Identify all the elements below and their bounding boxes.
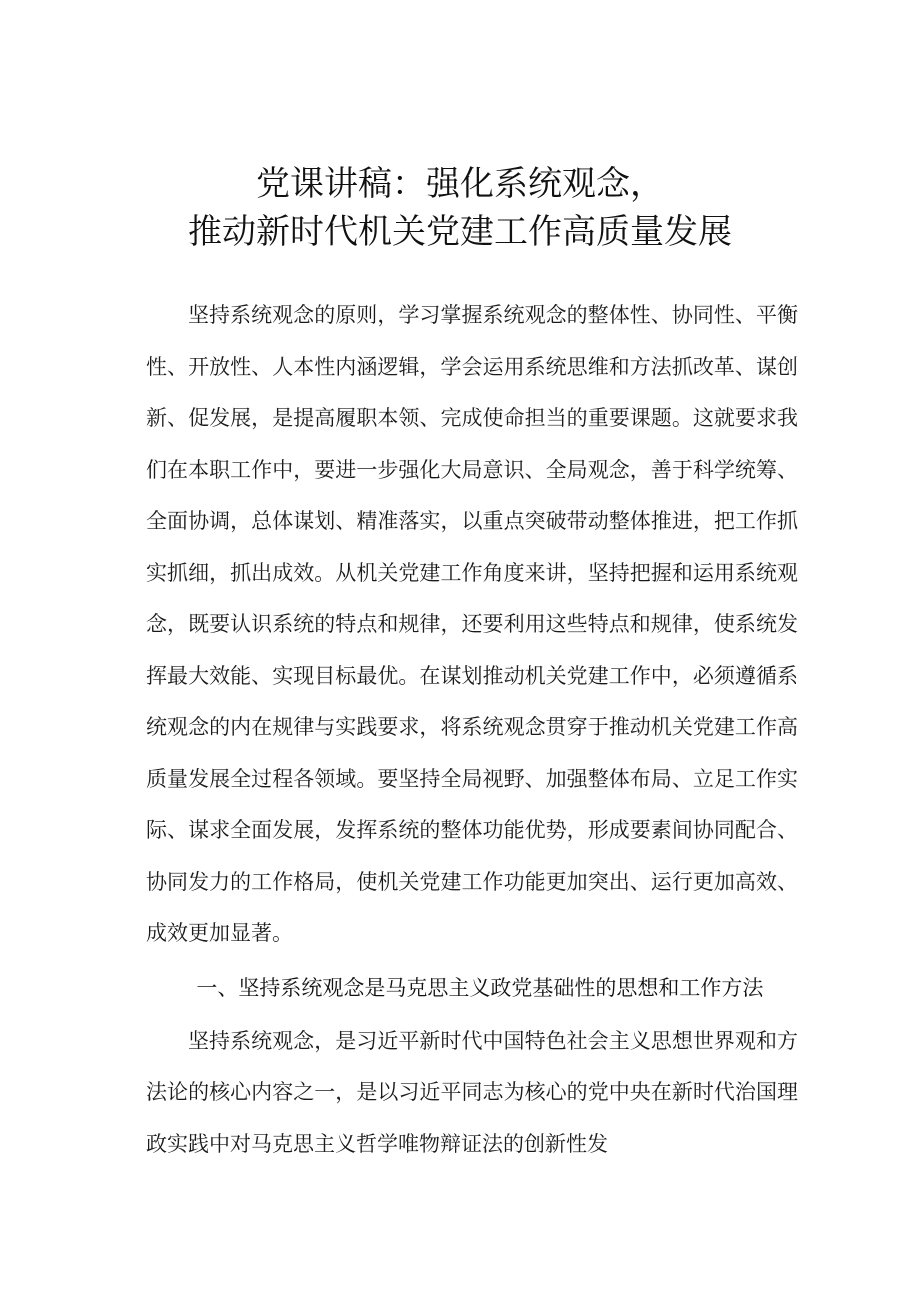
title-line-2: 推动新时代机关党建工作高质量发展 [188,212,732,252]
title-line-1: 党课讲稿：强化系统观念， [256,164,664,204]
document-body [146,290,798,1170]
section-heading-1: 一、坚持系统观念是马克思主义政党基础性的思想和工作方法 [196,975,764,1000]
document-title [0,160,920,256]
section-1-paragraph: 坚持系统观念，是习近平新时代中国特色社会主义思想世界观和方法论的核心内容之一，是以习近平同志为核心的党中央在新时代治国理政实践中对马克思主义哲学唯物辩证法的创新性发 [146,1028,798,1156]
intro-paragraph: 坚持系统观念的原则，学习掌握系统观念的整体性、协同性、平衡性、开放性、人本性内涵逻辑，学会运用系统思维和方法抓改革、谋创新、促发展，是提高履职本领、完成使命担当的重要课题。这就要求我们在本职工作中，要进一步强化大局意识、全局观念，善于科学统筹、全面协调，总体谋划、精准落实，以重点突破带动整体推进，把工作抓实抓细，抓出成效。从机关党建工作角度来讲，坚持把握和运用系统观念，既要认识系统的特点和规律，还要利用这些特点和规律，使系统发挥最大效能、实现目标最优。在谋划推动机关党建工作中，必须遵循系统观念的内在规律与实践要求，将系统观念贯穿于推动机关党建工作高质量发展全过程各领域。要坚持全局视野、加强整体布局、立足工作实际、谋求全面发展，发挥系统的整体功能优势，形成要素间协同配合、协同发力的工作格局，使机关党建工作功能更加突出、运行更加高效、成效更加显著。 [146,303,798,945]
